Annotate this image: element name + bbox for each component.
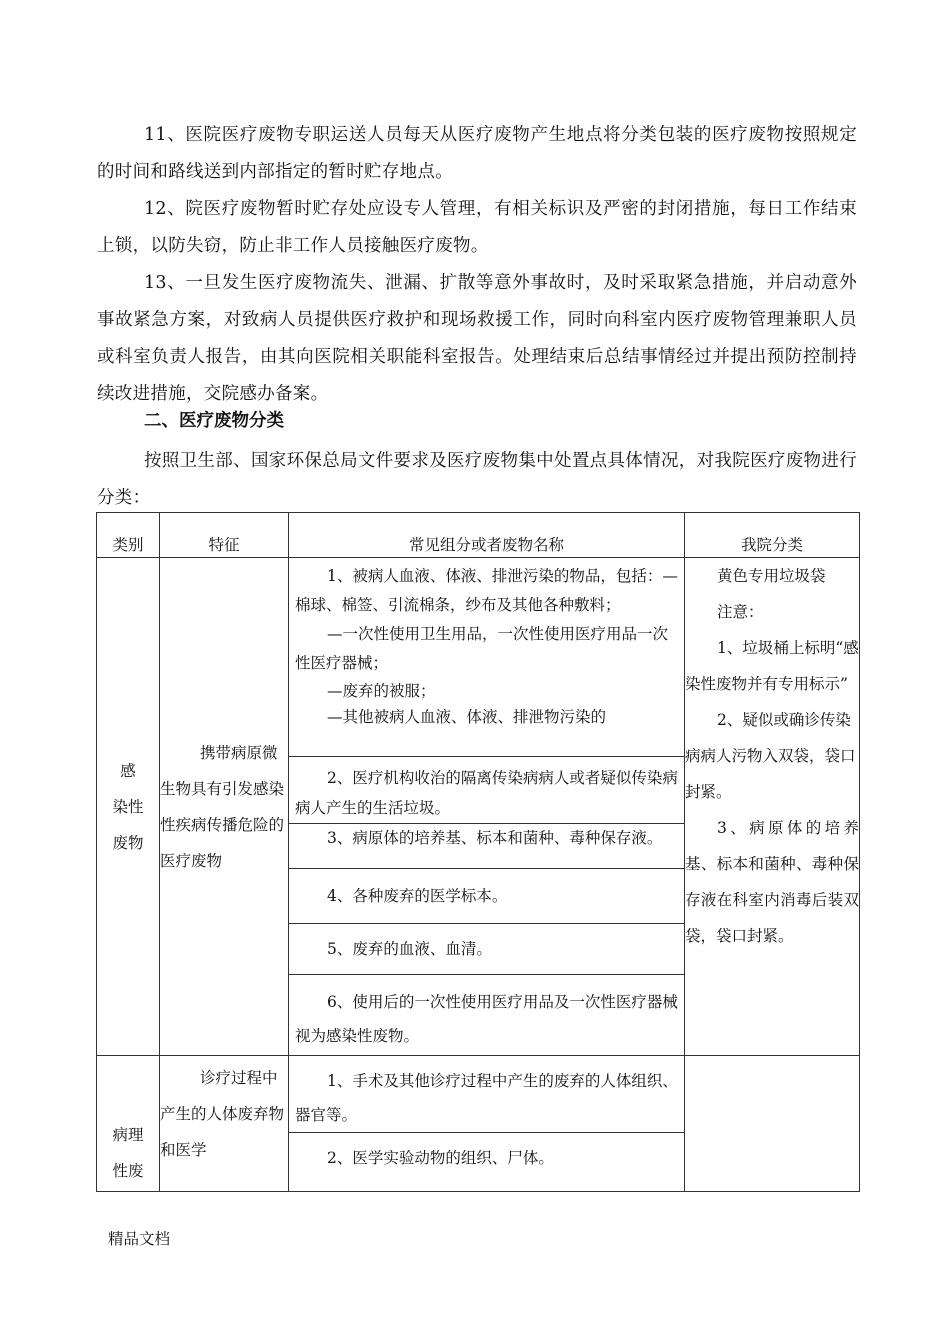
our-class-line-3: 1、垃圾桶上标明“感染性废物并有专用标示”	[685, 639, 859, 693]
infectious-our-class	[685, 558, 860, 1056]
section-heading: 二、医疗废物分类	[144, 411, 284, 431]
paragraph-11: 11、医院医疗废物专职运送人员每天从医疗废物产生地点将分类包装的医疗废物按照规定的时间和路线送到内部指定的暂时贮存地点。	[97, 125, 857, 182]
waste-classification-table	[96, 512, 860, 1192]
item-1-line-3: —废弃的被服；	[327, 682, 436, 700]
paragraph-12: 12、院医疗废物暂时贮存处应设专人管理，有相关标识及严密的封闭措施，每日工作结束上锁，以防失窃，防止非工作人员接触医疗废物。	[97, 199, 857, 256]
infectious-item-3: 3、病原体的培养基、标本和菌种、毒种保存液。	[327, 829, 663, 847]
our-class-line-5: 3、病原体的培养基、标本和菌种、毒种保存液在科室内消毒后装双袋，袋口封紧。	[685, 819, 859, 945]
item-1-line-4: —其他被病人血液、体液、排泄物污染的	[327, 708, 607, 726]
infectious-item-6: 6、使用后的一次性使用医疗用品及一次性医疗器械视为感染性废物。	[295, 993, 678, 1045]
header-feature: 特征	[160, 513, 289, 558]
item-1-intro: 1、被病人血液、体液、排泄污染的物品，包括：—棉球、棉签、引流棉条，纱布及其他各种敷料；	[295, 567, 678, 614]
our-class-line-2: 注意：	[717, 603, 764, 621]
header-our-class: 我院分类	[685, 513, 860, 558]
infectious-item-4: 4、各种废弃的医学标本。	[327, 887, 508, 905]
item-1-line-2: —一次性使用卫生用品，一次性使用医疗用品一次性医疗器械；	[295, 625, 669, 672]
infectious-item-1	[289, 558, 685, 757]
table-row	[97, 558, 860, 757]
pathological-category: 病理 性废	[97, 1056, 160, 1192]
infectious-item-2: 2、医疗机构收治的隔离传染病病人或者疑似传染病病人产生的生活垃圾。	[295, 769, 678, 817]
pathological-item-2: 2、医学实验动物的组织、尸体。	[327, 1149, 554, 1167]
paragraph-13: 13、一旦发生医疗废物流失、泄漏、扩散等意外事故时，及时采取紧急措施，并启动意外事故紧急方案，对致病人员提供医疗救护和现场救援工作，同时向科室内医疗废物管理兼职人员或科室负责人报告，由其向医院相关职能科室报告。处理结束后总结事情经过并提出预防控制持续改进措施，交院感办备案。	[97, 273, 857, 404]
infectious-item-5: 5、废弃的血液、血清。	[327, 940, 492, 958]
infectious-feature: 携带病原微生物具有引发感染性疾病传播危险的医疗废物	[160, 558, 289, 1056]
infectious-category: 感 染性 废物	[97, 558, 160, 1056]
our-class-line-4: 2、疑似或确诊传染病病人污物入双袋，袋口封紧。	[685, 711, 856, 801]
header-components: 常见组分或者废物名称	[289, 513, 685, 558]
header-category: 类别	[97, 513, 160, 558]
intro-paragraph: 按照卫生部、国家环保总局文件要求及医疗废物集中处置点具体情况，对我院医疗废物进行分类：	[97, 451, 857, 508]
our-class-line-1: 黄色专用垃圾袋	[717, 567, 826, 585]
pathological-our-class	[685, 1056, 860, 1192]
pathological-item-1: 1、手术及其他诊疗过程中产生的废弃的人体组织、器官等。	[295, 1072, 678, 1124]
footer-watermark: 精品文档	[108, 1230, 171, 1248]
table-row	[97, 1056, 860, 1133]
table-header-row	[97, 513, 860, 558]
pathological-feature: 诊疗过程中产生的人体废弃物和医学	[160, 1056, 289, 1192]
